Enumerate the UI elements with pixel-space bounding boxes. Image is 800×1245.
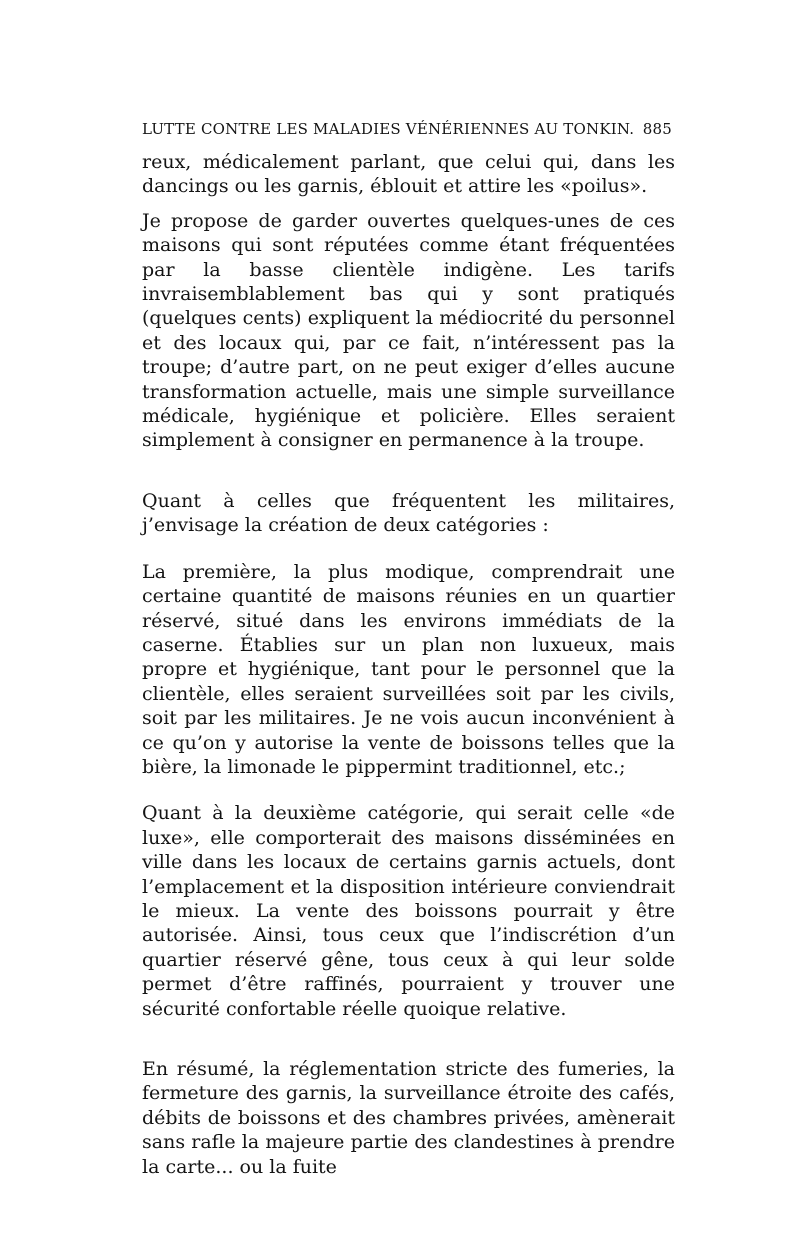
body-text [142,150,675,1179]
paragraph-continuation: reux, médicalement parlant, que celui qui, dans les dancings ou les garnis, éblouit et attire les «poilus». [142,151,675,198]
paragraph-summary: En résumé, la réglementation stricte des fumeries, la fermeture des garnis, la surveillance étroite des cafés, débits de boissons et des chambres privées, amènerait sans rafle la majeure partie des clandestines à prendre la carte... ou la fuite [142,1058,675,1178]
page-number: 885 [642,120,672,138]
paragraph-proposal: Je propose de garder ouvertes quelques-unes de ces maisons qui sont réputées comme étant fréquentées par la basse clientèle indigène. Les tarifs invraisemblablement bas qui y sont pratiqués (quelques cents) expliquent la médiocrité du personnel et des locaux qui, par ce fait, n’intéressent pas la troupe; d’autre part, on ne peut exiger d’elles aucune transformation actuelle, mais une simple surveillance médicale, hygiénique et policière. Elles seraient simplement à consigner en permanence à la troupe. [142,209,675,452]
paragraph-second-category: Quant à la deuxième catégorie, qui serait celle «de luxe», elle comporterait des maisons disséminées en ville dans les locaux de certains garnis actuels, dont l’emplacement et la disposition intérieure conviendrait le mieux. La vente des boissons pourrait y être autorisée. Ainsi, tous ceux que l’indiscrétion d’un quartier réservé gêne, tous ceux à qui leur solde permet d’être raffinés, pourraient y trouver une sécurité confortable réelle quoique relative. [142,802,675,1020]
running-title: LUTTE CONTRE LES MALADIES VÉNÉRIENNES AU TONKIN. [142,120,635,138]
paragraph-first-category: La première, la plus modique, comprendrait une certaine quantité de maisons réunies en un quartier réservé, situé dans les environs immédiats de la caserne. Établies sur un plan non luxueux, mais propre et hygiénique, tant pour le personnel que la clientèle, elles seraient surveillées soit par les civils, soit par les militaires. Je ne vois aucun inconvénient à ce qu’on y autorise la vente de boissons telles que la bière, la limonade le pippermint traditionnel, etc.; [142,560,675,778]
paragraph-categories-intro: Quant à celles que fréquentent les militaires, j’envisage la création de deux catégories : [142,489,675,537]
